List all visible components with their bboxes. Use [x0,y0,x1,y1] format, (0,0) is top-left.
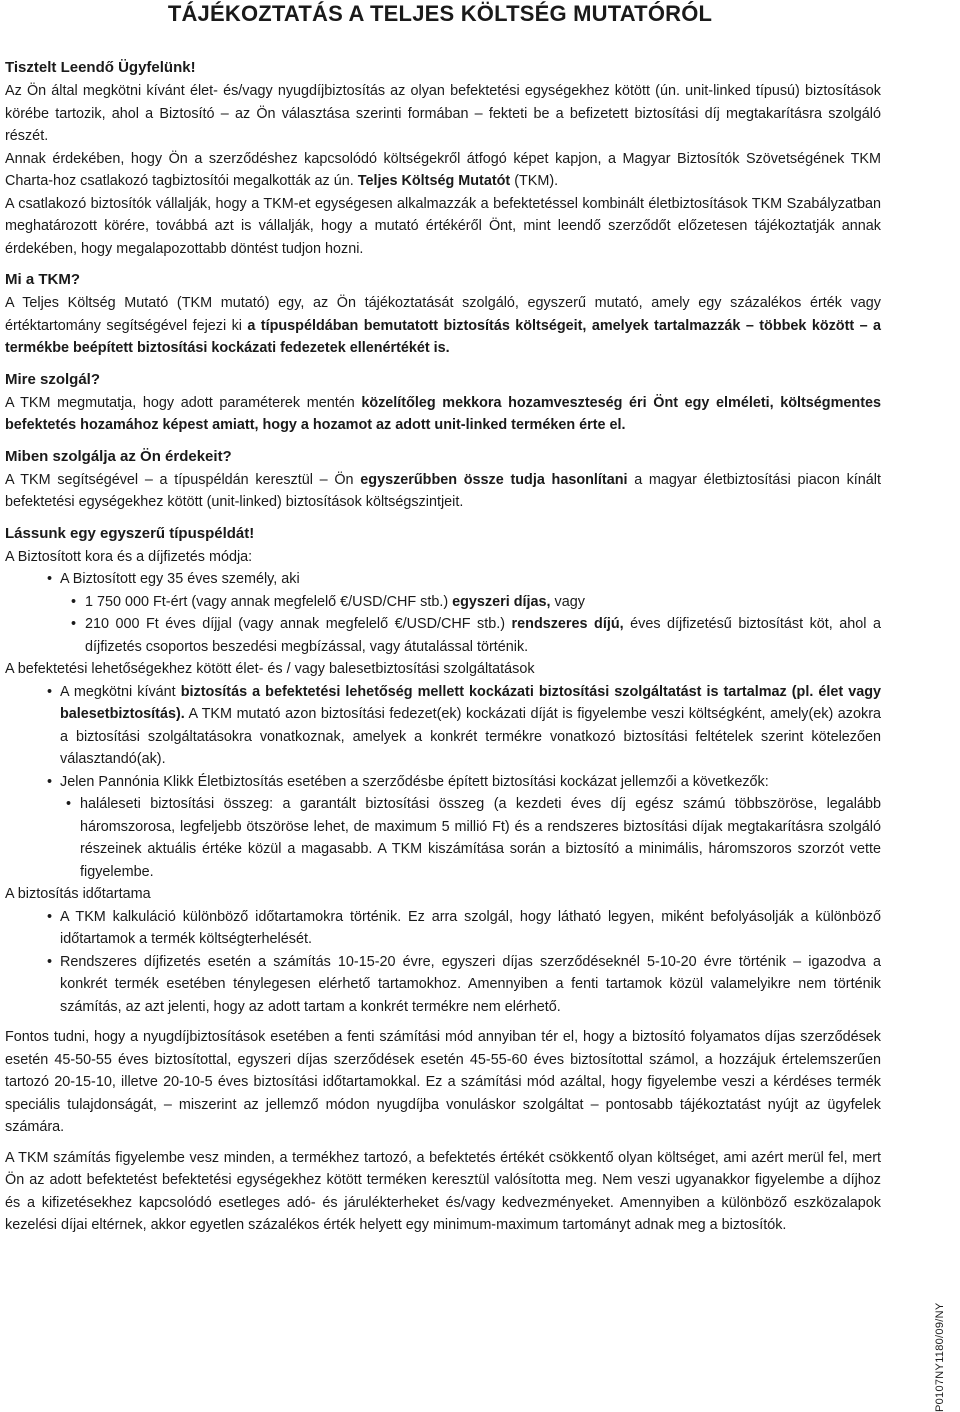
document-body [5,56,881,1237]
services-list [5,681,881,884]
list-item: • A TKM kalkuláció különböző időtartamokra történik. Ez arra szolgál, hogy látható legyen, miként befolyásolják a különböző időtartamok a termék költségterhelését. [5,906,881,951]
duration-label: A biztosítás időtartama [5,886,151,902]
section-heading-interest: Miben szolgálja az Ön érdekeit? [5,447,232,465]
list-item: • Rendszeres díjfizetés esetén a számítás 10-15-20 évre, egyszeri díjas szerződéseknél 5-10-20 évre történik – igazodva a konkrét termék esetében ténylegesen elérhető tartamokhoz. Amennyiben a fenti tartamok közül valamelyikre nem történik számítás, az azt jelenti, hogy az adott tartam a konkrét termékre nem elérhető. [5,951,881,1019]
tkm-intro-paragraph: Annak érdekében, hogy Ön a szerződéshez kapcsolódó költségekről átfogó képet kapjon, a Magyar Biztosítók Szövetségének TKM Charta-hoz csatlakozó tagbiztosítói megalkották az ún. Teljes Költség Mutatót (TKM). [5,150,881,189]
section-heading-example: Lássunk egy egyszerű típuspéldát! [5,524,255,542]
document-code: P0107NY1180/09/NY [934,1302,946,1412]
list-item: • Jelen Pannónia Klikk Életbiztosítás esetében a szerződésbe épített biztosítási kockázat jellemzői a következők: • haláleseti biztosítási összeg: a garantált biztosítási összeg (a kezdeti éves díj egész számú többszöröse, legalább háromszorosa, legfeljebb ötszöröse lehet, de maximum 5 millió Ft) és a rendszeres biztosítási díjak megtakarításra szolgáló részeinek aktuális értéke közül a magasabb. A TKM kiszámítása során a biztosító a minimális, háromszoros szorzót vette figyelembe. [5,771,881,884]
interest-paragraph: A TKM segítségével – a típuspéldán keresztül – Ön egyszerűbben össze tudja hasonlítani a magyar életbiztosítási piacon kínált befektetési egységekhez kötött (unit-linked) biztosítások költségszintjeit. [5,471,882,510]
page-title: TÁJÉKOZTATÁS A TELJES KÖLTSÉG MUTATÓRÓL [167,1,713,26]
age-payment-list [5,568,881,658]
services-label: A befektetési lehetőségekhez kötött élet- és / vagy balesetbiztosítási szolgáltatások [5,661,535,677]
pension-paragraph: Fontos tudni, hogy a nyugdíjbiztosítások esetében a fenti számítási mód annyiban tér el, hogy a biztosító folyamatos díjas szerződések esetén 45-50-55 éves biztosítottal, egyszeri díjas szerződések esetén 45-55-60 éves biztosítottal számol, a hozzájuk értelemszerűen tartozó 20-15-10, illetve 20-10-5 éves biztosítási időtartamokkal. Ez a számítási mód azáltal, hogy figyelembe veszi a kérdéses termék speciális tulajdonságát, – miszerint az jellemző módon nyugdíjba vonuláskor szolgáltat – pontosabb tájékoztatást nyújt az ügyfelek számára. [5,1029,881,1135]
intro-paragraph: Az Ön által megkötni kívánt élet- és/vagy nyugdíjbiztosítás az olyan befektetési egységekhez kötött (ún. unit-linked típusú) biztosítások körébe tartozik, ahol a Biztosító – az Ön választása szerinti formában – fekteti be a befizetett biztosítási díj megtakarításra szolgáló részét. [5,83,881,144]
list-item: • haláleseti biztosítási összeg: a garantált biztosítási összeg (a kezdeti éves díj egész számú többszöröse, legalább háromszorosa, legfeljebb ötszöröse lehet, de maximum 5 millió Ft) és a rendszeres biztosítási díjak megtakarításra szolgáló részeinek aktuális értéke közül a magasabb. A TKM kiszámítása során a biztosító a minimális, háromszoros szorzót vette figyelembe. [60,793,881,883]
section-heading-what: Mi a TKM? [5,271,80,288]
list-item: • 1 750 000 Ft-ért (vagy annak megfelelő €/USD/CHF stb.) egyszeri díjas, vagy [65,591,881,614]
payment-sublist [65,591,881,659]
greeting: Tisztelt Leendő Ügyfelünk! [5,59,196,76]
what-paragraph: A Teljes Költség Mutató (TKM mutató) egy, az Ön tájékoztatását szolgáló, egyszerű mutató, amely egy százalékos érték vagy értéktartomány segítségével fejezi ki a típuspéldában bemutatott biztosítás költségeit, amelyek tartalmazzák – többek között – a termékbe beépített biztosítási kockázati fedezetek ellenértékét is. [5,295,881,356]
purpose-paragraph: A TKM megmutatja, hogy adott paraméterek mentén közelítőleg mekkora hozamveszteség éri Önt egy elméleti, költségmentes befektetés hozamához képest amiatt, hogy a hozamot az adott unit-linked terméken érte el. [5,394,881,433]
risk-sublist [60,793,881,883]
list-item: • A Biztosított egy 35 éves személy, aki • 1 750 000 Ft-ért (vagy annak megfelelő €/USD/CHF stb.) egyszeri díjas, vagy • 210 000 Ft éves díjjal (vagy annak megfelelő €/USD/CHF stb.) rendszeres díjú, éves díjfizetésű biztosítást köt, ahol a díjfizetés csoportos beszedési megbízással, vagy átutalással történik. [5,568,881,658]
age-payment-label: A Biztosított kora és a díjfizetés módja: [5,548,253,565]
list-item: • 210 000 Ft éves díjjal (vagy annak megfelelő €/USD/CHF stb.) rendszeres díjú, éves díjfizetésű biztosítást köt, ahol a díjfizetés csoportos beszedési megbízással, vagy átutalással történik. [65,613,881,658]
section-heading-purpose: Mire szolgál? [5,370,101,388]
calculation-paragraph: A TKM számítás figyelembe vesz minden, a termékhez tartozó, a befektetés értékét csökkentő olyan költséget, ami azért merül fel, mert Ön az adott befektetést befektetési egységekhez kötött terméken keresztül valósította meg. Nem veszi ugyanakkor figyelembe a díjhoz és a kifizetésekhez kapcsolódó esetleges adó- és járulékterheket és/vagy kedvezményeket. Amennyiben a különböző eszközalapok kezelési díjai eltérnek, akkor egyetlen százalékos érték helyett egy minimum-maximum tartományt adnak meg a biztosítók. [5,1149,881,1233]
list-item: • A megkötni kívánt biztosítás a befektetési lehetőség mellett kockázati biztosítási szolgáltatást is tartalmaz (pl. élet vagy balesetbiztosítás). A TKM mutató azon biztosítási fedezet(ek) kockázati díját is figyelembe veszi költségként, amely(ek) azokra a biztosítási szolgáltatásokra vonatkoznak, amelyek a konkrét termékre vonatkozó biztosítási feltételek szerint kötelezően választandó(ak). [5,681,881,771]
commitment-paragraph: A csatlakozó biztosítók vállalják, hogy a TKM-et egységesen alkalmazzák a befektetéssel kombinált életbiztosítások TKM Szabályzatban meghatározott körére, továbbá azt is vállalják, hogy a mutató értékéről Önt, mint leendő szerződőt előzetesen tájékoztatják annak érdekében, hogy megalapozottabb döntést tudjon hozni. [5,195,881,257]
duration-list [5,906,881,1019]
